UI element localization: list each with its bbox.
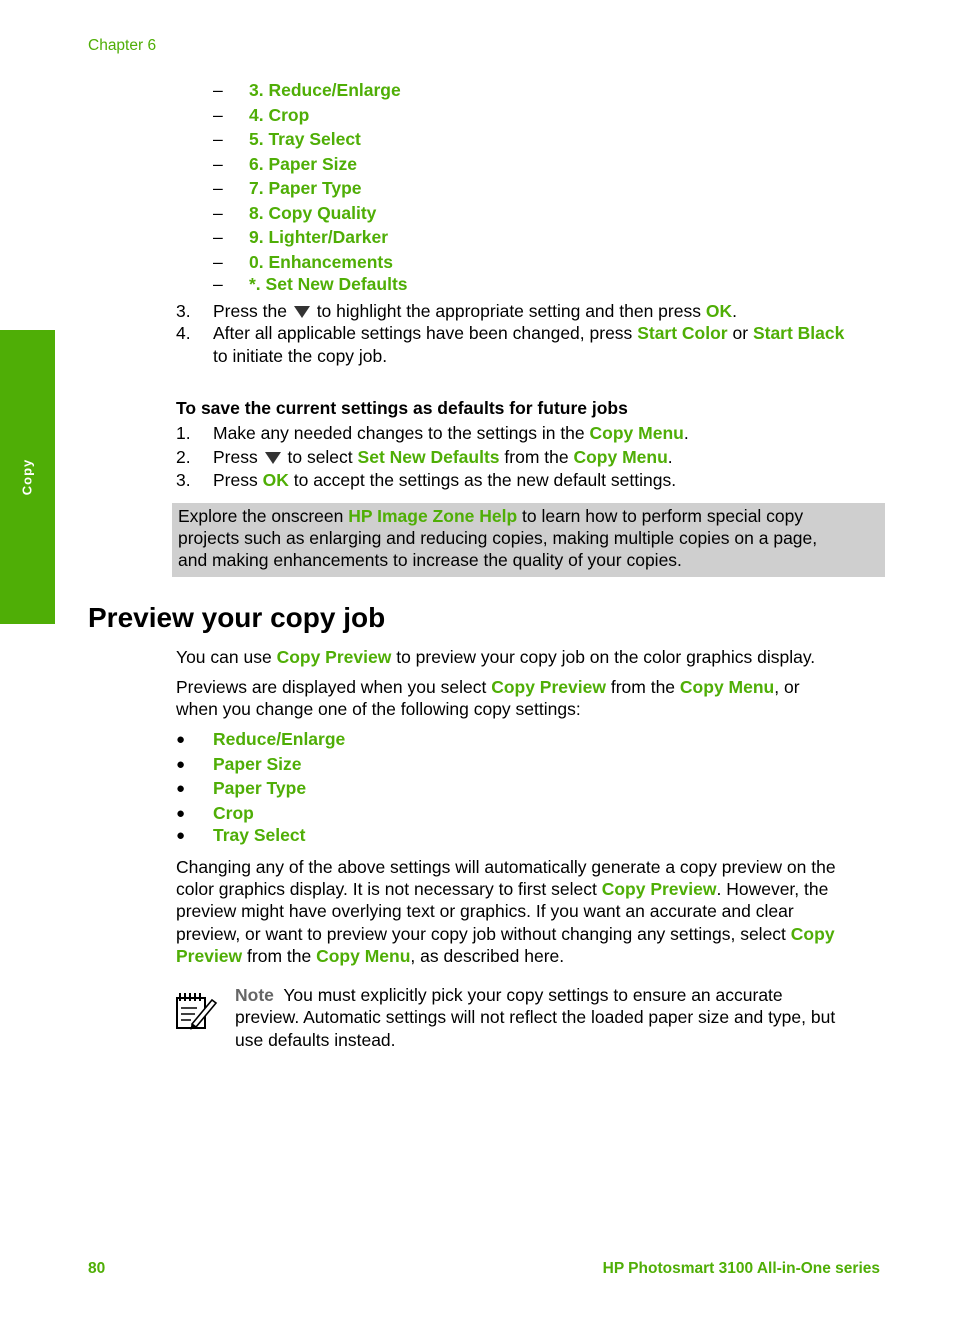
- dash-marker: –: [213, 129, 223, 149]
- bullet-marker: ●: [176, 780, 186, 797]
- paragraph-1: [176, 647, 815, 668]
- section-title: Preview your copy job: [88, 602, 386, 633]
- copy-preview-ref: Copy Preview: [601, 879, 717, 899]
- paragraph-2: [176, 677, 800, 698]
- para-text: color graphics display. It is not necessary to first select: [176, 879, 597, 899]
- down-arrow-icon: [294, 306, 310, 318]
- bullet-marker: ●: [176, 731, 186, 748]
- paragraph-2-line2: when you change one of the following copy settings:: [176, 699, 581, 719]
- step-text: Press: [213, 447, 258, 467]
- step-text: or: [732, 323, 749, 343]
- punct: .: [732, 301, 737, 321]
- step-text: to highlight the appropriate setting and then press: [316, 301, 701, 321]
- dash-marker: –: [213, 154, 223, 174]
- start-black-ref: Start Black: [752, 323, 845, 343]
- copy-menu-ref: Copy Menu: [679, 677, 775, 697]
- save-step-2: [213, 447, 673, 468]
- para-text: preview, or want to preview your copy job without changing any settings, select: [176, 924, 786, 944]
- bullet-item: Tray Select: [213, 825, 306, 845]
- step-text: Make any needed changes to the settings in the: [213, 423, 585, 443]
- dash-marker: –: [213, 178, 223, 198]
- step-text: to select: [287, 447, 353, 467]
- step-number: 2.: [176, 447, 191, 467]
- side-tab-label: Copy: [19, 458, 35, 496]
- punct: .: [667, 447, 673, 467]
- save-step-1: [213, 423, 689, 444]
- dash-list-item: 4. Crop: [249, 105, 310, 125]
- save-step-3: [213, 470, 676, 491]
- chapter-label: Chapter 6: [88, 37, 157, 54]
- dash-list-item: 7. Paper Type: [249, 178, 362, 198]
- step-4-text: [213, 323, 844, 344]
- para-text: , or: [774, 677, 800, 697]
- ok-button-ref: OK: [262, 470, 289, 490]
- dash-marker: –: [213, 203, 223, 223]
- dash-list-item: 8. Copy Quality: [249, 203, 377, 223]
- step-number: 3.: [176, 470, 191, 490]
- note-label: Note: [235, 985, 274, 1005]
- note-pad-icon: [174, 990, 218, 1032]
- dash-list-item: 6. Paper Size: [249, 154, 357, 174]
- copy-preview-ref: Preview: [176, 946, 243, 966]
- dash-list-item: 9. Lighter/Darker: [249, 227, 389, 247]
- page-number: 80: [88, 1260, 106, 1277]
- copy-menu-ref: Copy Menu: [573, 447, 668, 467]
- ok-button-ref: OK: [705, 301, 733, 321]
- paragraph-3-line3: preview might have overlying text or graphics. If you want an accurate and clear: [176, 901, 794, 921]
- copy-menu-ref: Copy Menu: [316, 946, 411, 966]
- para-text: Previews are displayed when you select: [176, 677, 487, 697]
- copy-menu-ref: Copy Menu: [589, 423, 684, 443]
- dash-marker: –: [213, 80, 223, 100]
- step-text: Press the: [213, 301, 287, 321]
- step-4-line2: to initiate the copy job.: [213, 346, 388, 366]
- step-number: 3.: [176, 301, 191, 321]
- para-text: from the: [247, 946, 312, 966]
- note-text: You must explicitly pick your copy settings to ensure an accurate: [283, 985, 783, 1005]
- paragraph-3-line2: [176, 879, 828, 900]
- bullet-item: Paper Size: [213, 754, 302, 774]
- note-line-2: preview. Automatic settings will not reflect the loaded paper size and type, but: [235, 1007, 836, 1027]
- product-name: HP Photosmart 3100 All-in-One series: [602, 1260, 880, 1277]
- dash-marker: –: [213, 274, 223, 294]
- step-number: 1.: [176, 423, 191, 443]
- paragraph-3-line4: [176, 924, 835, 945]
- bullet-item: Reduce/Enlarge: [213, 729, 346, 749]
- bullet-item: Paper Type: [213, 778, 307, 798]
- para-text: from the: [610, 677, 676, 697]
- tip-line-1: [178, 506, 803, 527]
- para-text: , as described here.: [410, 946, 565, 966]
- dash-marker: –: [213, 252, 223, 272]
- dash-list-item: 5. Tray Select: [249, 129, 361, 149]
- para-text: . However, the: [716, 879, 829, 899]
- set-new-defaults-ref: Set New Defaults: [357, 447, 500, 467]
- copy-preview-ref: Copy: [790, 924, 835, 944]
- tip-line-3: and making enhancements to increase the quality of your copies.: [178, 550, 682, 570]
- paragraph-3-line1: Changing any of the above settings will automatically generate a copy preview on the: [176, 857, 836, 877]
- step-text: Press: [213, 470, 258, 490]
- procedure-title: To save the current settings as defaults for future jobs: [176, 398, 628, 418]
- copy-preview-ref: Copy Preview: [276, 647, 392, 667]
- start-color-ref: Start Color: [637, 323, 728, 343]
- step-text: to accept the settings as the new default settings.: [293, 470, 677, 490]
- bullet-marker: ●: [176, 805, 186, 822]
- para-text: You can use: [176, 647, 272, 667]
- bullet-marker: ●: [176, 756, 186, 773]
- dash-list-item: *. Set New Defaults: [249, 274, 408, 294]
- dash-marker: –: [213, 227, 223, 247]
- step-text: from the: [504, 447, 569, 467]
- bullet-marker: ●: [176, 827, 186, 844]
- note-line-3: use defaults instead.: [235, 1030, 396, 1050]
- dash-marker: –: [213, 105, 223, 125]
- note-line-1: [235, 985, 783, 1006]
- step-number: 4.: [176, 323, 191, 343]
- tip-line-2: projects such as enlarging and reducing copies, making multiple copies on a page,: [178, 528, 818, 548]
- punct: .: [683, 423, 689, 443]
- down-arrow-icon: [265, 452, 281, 464]
- hp-image-zone-help-link[interactable]: HP Image Zone Help: [348, 506, 518, 526]
- tip-text: to learn how to perform special copy: [522, 506, 804, 526]
- bullet-item: Crop: [213, 803, 254, 823]
- dash-list-item: 0. Enhancements: [249, 252, 393, 272]
- para-text: to preview your copy job on the color graphics display.: [396, 647, 816, 667]
- dash-list-item: 3. Reduce/Enlarge: [249, 80, 401, 100]
- tip-text: Explore the onscreen: [178, 506, 344, 526]
- paragraph-3-line5: [176, 946, 564, 967]
- step-text: After all applicable settings have been changed, press: [213, 323, 633, 343]
- copy-preview-ref: Copy Preview: [491, 677, 606, 697]
- step-3-text: [213, 301, 737, 322]
